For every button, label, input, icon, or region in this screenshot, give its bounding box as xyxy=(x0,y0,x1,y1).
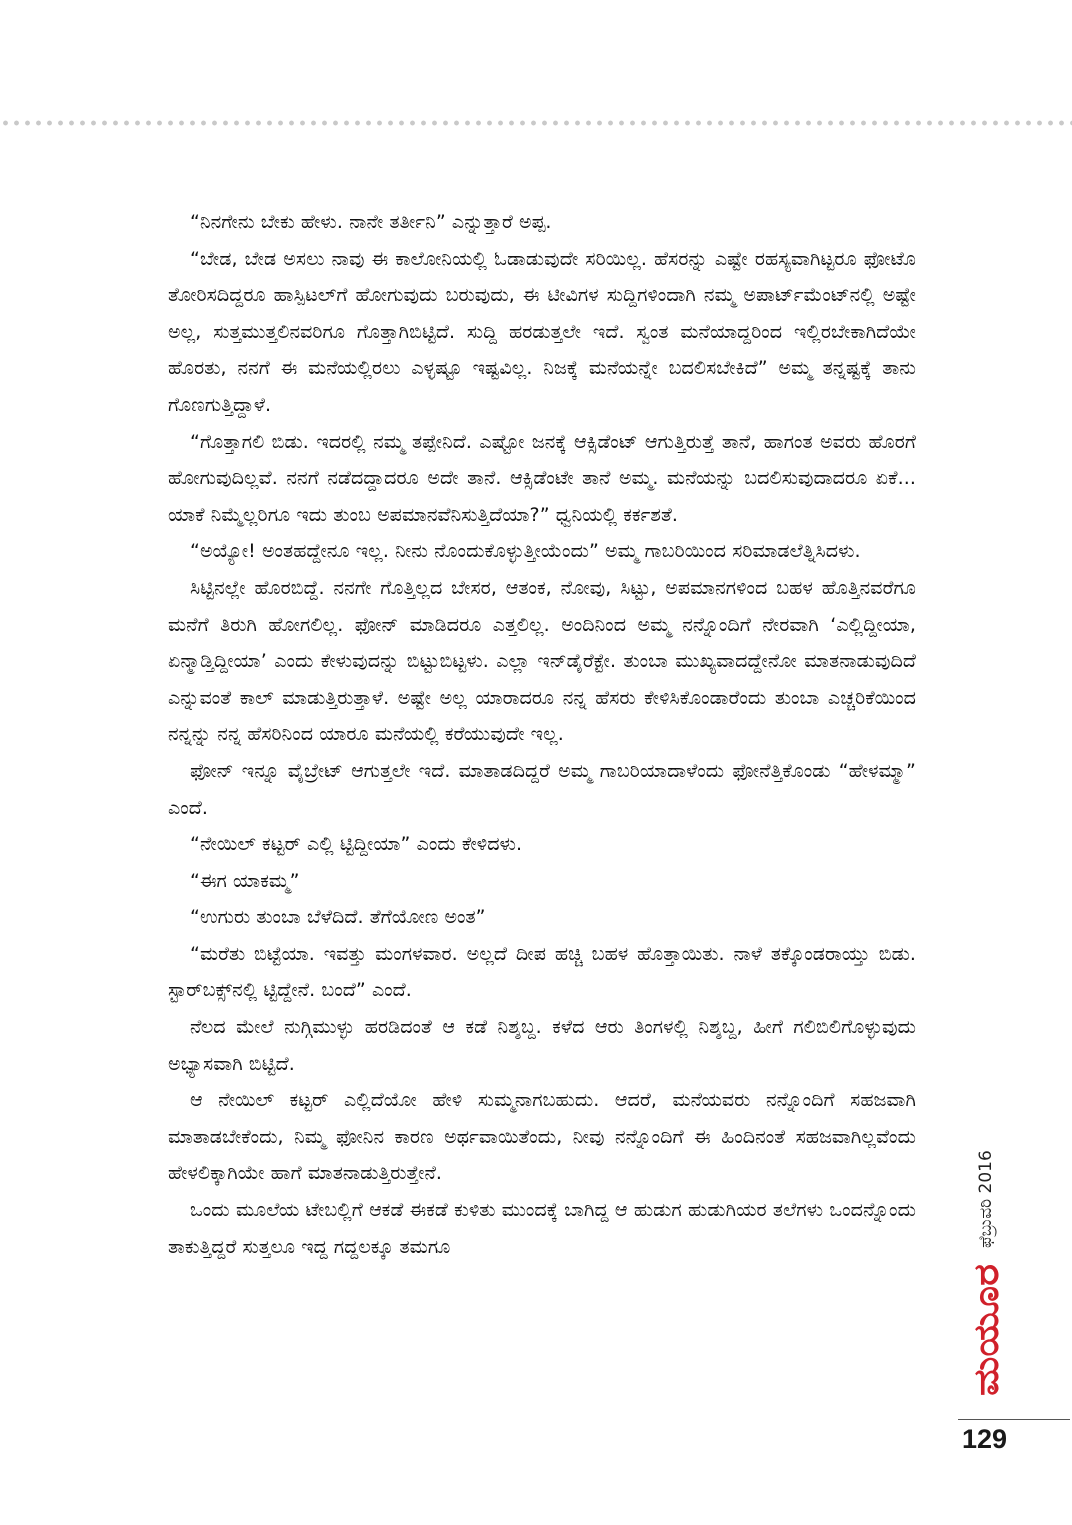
paragraph: “ನೇಯಿಲ್ ಕಟ್ಟರ್ ಎಲ್ಲಿ ಟ್ಟಿದ್ದೀಯಾ” ಎಂದು ಕೇಳಿದಳು. xyxy=(190,833,523,856)
paragraph: ಫೋನ್ ಇನ್ನೂ ವೈಬ್ರೇಟ್ ಆಗುತ್ತಲೇ ಇದೆ. ಮಾತಾಡದಿದ್ದರೆ ಅಮ್ಮ ಗಾಬರಿಯಾದಾಳೆಂದು ಫೋನೆತ್ತಿಕೊಂಡು “ಹೇಳಮ್ಮಾ” ಎಂದೆ. xyxy=(168,759,916,819)
paragraph: “ಈಗ ಯಾಕಮ್ಮ” xyxy=(190,869,300,892)
magazine-logo-text: ಮಯೂರ xyxy=(967,1287,1007,1396)
paragraph: “ಉಗುರು ತುಂಬಾ ಬೆಳೆದಿದೆ. ತೆಗೆಯೋಣ ಅಂತ” xyxy=(190,906,486,929)
paragraph: “ಗೊತ್ತಾಗಲಿ ಬಿಡು. ಇದರಲ್ಲಿ ನಮ್ಮ ತಪ್ಪೇನಿದೆ. ಎಷ್ಟೋ ಜನಕ್ಕೆ ಆಕ್ಸಿಡೆಂಟ್ ಆಗುತ್ತಿರುತ್ತೆ ತಾನೆ, ಹಾಗಂತ ಅವರು ಹೊರಗೆ ಹೋಗುವುದಿಲ್ಲವೆ. ನನಗೆ ನಡೆದದ್ದಾದರೂ ಅದೇ ತಾನೆ. ಆಕ್ಸಿಡೆಂಟೇ ತಾನೆ ಅಮ್ಮ. ಮನೆಯನ್ನು ಬದಲಿಸುವುದಾದರೂ ಏಕೆ... ಯಾಕೆ ನಿಮ್ಮೆಲ್ಲರಿಗೂ ಇದು ತುಂಬ ಅಪಮಾನವೆನಿಸುತ್ತಿದೆಯಾ?” ಧ್ವನಿಯಲ್ಲಿ ಕರ್ಕಶತೆ. xyxy=(168,430,916,526)
paragraph: “ಮರೆತು ಬಿಟ್ಟೆಯಾ. ಇವತ್ತು ಮಂಗಳವಾರ. ಅಲ್ಲದೆ ದೀಪ ಹಚ್ಚಿ ಬಹಳ ಹೊತ್ತಾಯಿತು. ನಾಳೆ ತಕ್ಕೊಂಡರಾಯ್ತು ಬಿಡು. ಸ್ಟಾರ್‌ಬಕ್ಸ್‌ನಲ್ಲಿ ಟ್ಟಿದ್ದೇನೆ. ಬಂದೆ” ಎಂದೆ. xyxy=(168,942,916,1002)
paragraph: “ನಿನಗೇನು ಬೇಕು ಹೇಳು. ನಾನೇ ತರ್ತೀನಿ” ಎನ್ನುತ್ತಾರೆ ಅಪ್ಪ. xyxy=(190,211,552,233)
magazine-logo xyxy=(960,1262,1008,1400)
dotted-header-rule xyxy=(0,119,1072,127)
paragraph: ಆ ನೇಯಿಲ್ ಕಟ್ಟರ್ ಎಲ್ಲಿದೆಯೋ ಹೇಳಿ ಸುಮ್ಮನಾಗಬಹುದು. ಆದರೆ, ಮನೆಯವರು ನನ್ನೊಂದಿಗೆ ಸಹಜವಾಗಿ ಮಾತಾಡಬೇಕೆಂದು, ನಿಮ್ಮ ಫೋನಿನ ಕಾರಣ ಅರ್ಥವಾಯಿತೆಂದು, ನೀವು ನನ್ನೊಂದಿಗೆ ಈ ಹಿಂದಿನಂತೆ ಸಹಜವಾಗಿಲ್ಲವೆಂದು ಹೇಳಲಿಕ್ಕಾಗಿಯೇ ಹಾಗೆ ಮಾತನಾಡುತ್ತಿರುತ್ತೇನೆ. xyxy=(168,1089,916,1185)
page-number: 129 xyxy=(962,1424,1008,1454)
paragraph: ನೆಲದ ಮೇಲೆ ನುಗ್ಗಿಮುಳ್ಳು ಹರಡಿದಂತೆ ಆ ಕಡೆ ನಿಶ್ಶಬ್ದ. ಕಳೆದ ಆರು ತಿಂಗಳಲ್ಲಿ ನಿಶ್ಶಬ್ದ, ಹೀಗೆ ಗಲಿಬಿಲಿಗೊಳ್ಳುವುದು ಅಭ್ಯಾಸವಾಗಿ ಬಿಟ್ಟಿದೆ. xyxy=(168,1016,916,1075)
issue-date: ಫೆಬ್ರುವರಿ 2016 xyxy=(976,1150,996,1248)
paragraph: “ಅಯ್ಯೋ! ಅಂತಹದ್ದೇನೂ ಇಲ್ಲ. ನೀನು ನೊಂದುಕೊಳ್ಳುತ್ತೀಯೆಂದು” ಅಮ್ಮ ಗಾಬರಿಯಿಂದ ಸರಿಮಾಡಲೆತ್ನಿಸಿದಳು. xyxy=(190,540,861,563)
paragraph: ಒಂದು ಮೂಲೆಯ ಟೇಬಲ್ಲಿಗೆ ಆಕಡೆ ಈಕಡೆ ಕುಳಿತು ಮುಂದಕ್ಕೆ ಬಾಗಿದ್ದ ಆ ಹುಡುಗ ಹುಡುಗಿಯರ ತಲೆಗಳು ಒಂದನ್ನೊಂದು ತಾಕುತ್ತಿದ್ದರೆ ಸುತ್ತಲೂ ಇದ್ದ ಗದ್ದಲಕ್ಕೂ ತಮಗೂ xyxy=(168,1199,916,1258)
folio-rule xyxy=(958,1419,1070,1420)
article-body xyxy=(168,204,916,1265)
paragraph: ಸಿಟ್ಟಿನಲ್ಲೇ ಹೊರಬಿದ್ದೆ. ನನಗೇ ಗೊತ್ತಿಲ್ಲದ ಬೇಸರ, ಆತಂಕ, ನೋವು, ಸಿಟ್ಟು, ಅಪಮಾನಗಳಿಂದ ಬಹಳ ಹೊತ್ತಿನವರೆಗೂ ಮನೆಗೆ ತಿರುಗಿ ಹೋಗಲಿಲ್ಲ. ಫೋನ್ ಮಾಡಿದರೂ ಎತ್ತಲಿಲ್ಲ. ಅಂದಿನಿಂದ ಅಮ್ಮ ನನ್ನೊಂದಿಗೆ ನೇರವಾಗಿ ‘ಎಲ್ಲಿದ್ದೀಯಾ, ಏನ್ಮಾಡ್ತಿದ್ದೀಯಾ’ ಎಂದು ಕೇಳುವುದನ್ನು ಬಿಟ್ಟುಬಿಟ್ಟಳು. ಎಲ್ಲಾ ಇನ್‌ಡೈರೆಕ್ಟೇ. ತುಂಬಾ ಮುಖ್ಯವಾದದ್ದೇನೋ ಮಾತನಾಡುವುದಿದೆ ಎನ್ನುವಂತೆ ಕಾಲ್ ಮಾಡುತ್ತಿರುತ್ತಾಳೆ. ಅಷ್ಟೇ ಅಲ್ಲ ಯಾರಾದರೂ ನನ್ನ ಹೆಸರು ಕೇಳಿಸಿಕೊಂಡಾರೆಂದು ತುಂಬಾ ಎಚ್ಚರಿಕೆಯಿಂದ ನನ್ನನ್ನು ನನ್ನ ಹೆಸರಿನಿಂದ ಯಾರೂ ಮನೆಯಲ್ಲಿ ಕರೆಯುವುದೇ ಇಲ್ಲ. xyxy=(168,576,916,746)
paragraph: “ಬೇಡ, ಬೇಡ ಅಸಲು ನಾವು ಈ ಕಾಲೋನಿಯಲ್ಲಿ ಓಡಾಡುವುದೇ ಸರಿಯಿಲ್ಲ. ಹೆಸರನ್ನು ಎಷ್ಟೇ ರಹಸ್ಯವಾಗಿಟ್ಟರೂ ಫೋಟೊ ತೋರಿಸದಿದ್ದರೂ ಹಾಸ್ಪಿಟಲ್‌ಗೆ ಹೋಗುವುದು ಬರುವುದು, ಈ ಟೀವಿಗಳ ಸುದ್ದಿಗಳಿಂದಾಗಿ ನಮ್ಮ ಅಪಾರ್ಟ್‌ಮೆಂಟ್‌ನಲ್ಲಿ ಅಷ್ಟೇ ಅಲ್ಲ, ಸುತ್ತಮುತ್ತಲಿನವರಿಗೂ ಗೊತ್ತಾಗಿಬಿಟ್ಟಿದೆ. ಸುದ್ದಿ ಹರಡುತ್ತಲೇ ಇದೆ. ಸ್ವಂತ ಮನೆಯಾದ್ದರಿಂದ ಇಲ್ಲಿರಬೇಕಾಗಿದೆಯೇ ಹೊರತು, ನನಗೆ ಈ ಮನೆಯಲ್ಲಿರಲು ಎಳ್ಳಷ್ಟೂ ಇಷ್ಟವಿಲ್ಲ. ನಿಜಕ್ಕೆ ಮನೆಯನ್ನೇ ಬದಲಿಸಬೇಕಿದೆ” ಅಮ್ಮ ತನ್ನಷ್ಟಕ್ಕೆ ತಾನು ಗೊಣಗುತ್ತಿದ್ದಾಳೆ. xyxy=(168,247,916,416)
